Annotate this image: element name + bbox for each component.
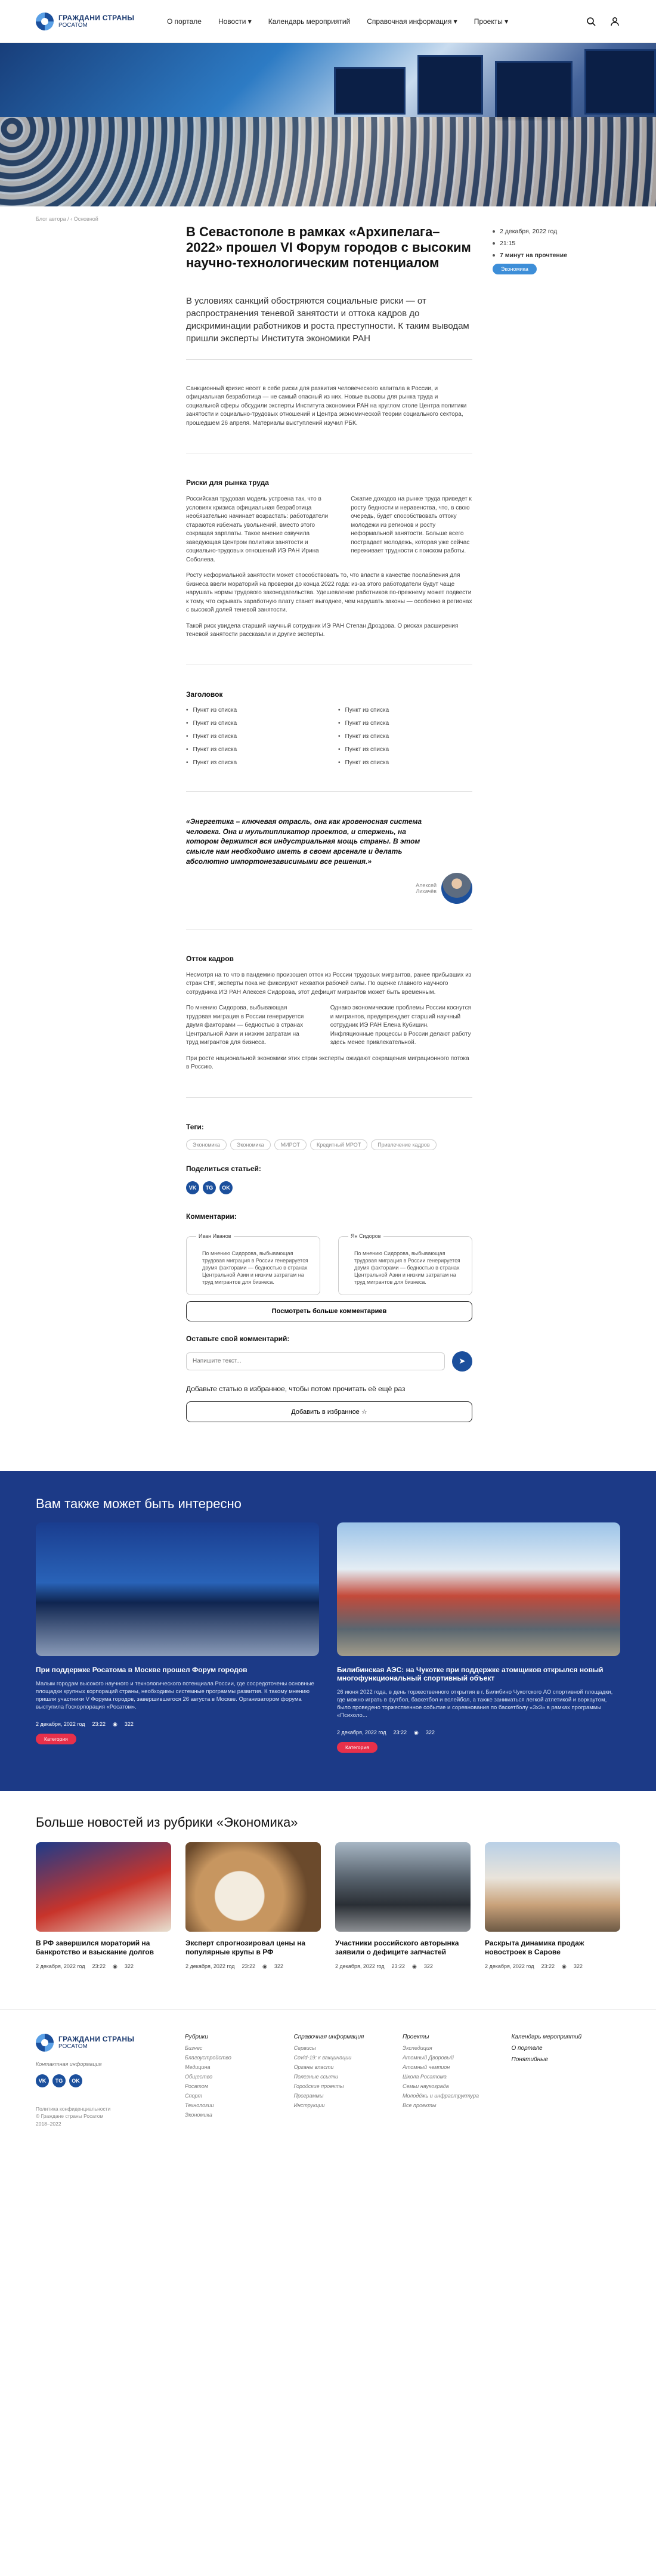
news-card[interactable] xyxy=(185,1842,321,1976)
send-icon[interactable]: ➤ xyxy=(452,1351,472,1372)
eye-icon: ◉ xyxy=(113,1963,117,1969)
news-date: 2 декабря, 2022 год xyxy=(337,1729,386,1736)
vk-icon[interactable]: VK xyxy=(186,1181,199,1194)
news-title: Участники российского авторынка заявили о дефиците запчастей xyxy=(335,1938,459,1957)
news-time: 23:22 xyxy=(393,1729,407,1736)
news-date: 2 декабря, 2022 год xyxy=(36,1721,85,1728)
telegram-icon[interactable]: TG xyxy=(52,2074,66,2087)
news-image xyxy=(485,1842,620,1932)
news-views: 322 xyxy=(423,1963,433,1970)
list-item: • Пункт из списка xyxy=(338,720,472,727)
footer-link[interactable]: Экспедиция xyxy=(403,2044,432,2051)
article-title: В Севастополе в рамках «Архипелага–2022» прошел VI Форум городов с высоким научно-технологическим потенциалом xyxy=(186,224,471,270)
footer-link[interactable]: Общество xyxy=(185,2073,213,2080)
news-card[interactable] xyxy=(36,1842,171,1976)
article-date: 2 декабря, 2022 год xyxy=(500,228,558,235)
footer-link[interactable]: Программы xyxy=(293,2092,324,2099)
bullet-list xyxy=(186,707,472,766)
tag[interactable]: Кредитный МРОТ xyxy=(310,1139,367,1150)
news-title: Эксперт спрогнозировал цены на популярные крупы в РФ xyxy=(185,1938,306,1957)
list-item: • Пункт из списка xyxy=(338,759,472,766)
favorites-label: Добавьте статью в избранное, чтобы потом прочитать её ещё раз xyxy=(186,1384,406,1393)
related-section xyxy=(0,1471,656,1791)
paragraph: При росте национальной экономики этих стран эксперты ожидают сокращения миграционного потока в Россию. xyxy=(186,1055,469,1071)
footer-link[interactable]: Семьи наукограда xyxy=(403,2083,449,2089)
footer-logo[interactable] xyxy=(36,2034,155,2052)
footer-link[interactable]: Органы власти xyxy=(293,2064,334,2070)
news-title: В РФ завершился мораторий на банкротство и взыскание долгов xyxy=(36,1938,154,1957)
nav-reference[interactable]: Справочная информация ▾ xyxy=(367,17,457,26)
footer-link[interactable]: Технологии xyxy=(185,2102,214,2108)
news-card[interactable] xyxy=(485,1842,620,1976)
footer-link[interactable]: Сервисы xyxy=(293,2044,316,2051)
quote-author: Алексей Лихачёв xyxy=(416,882,437,894)
footer-link[interactable]: Молодёжь и инфраструктура xyxy=(403,2092,479,2099)
site-header xyxy=(0,0,656,43)
footer-link[interactable]: О портале xyxy=(511,2044,543,2052)
list-item: • Пункт из списка xyxy=(338,733,472,740)
footer-link[interactable]: Городские проекты xyxy=(293,2083,344,2089)
hero-image xyxy=(0,43,656,206)
list-item: • Пункт из списка xyxy=(186,707,320,714)
rosatom-logo-icon xyxy=(36,13,54,30)
tags-label: Теги: xyxy=(186,1122,204,1131)
article-lead: В условиях санкций обостряются социальные риски — от распространения теневой занятости и оттока кадров до дискриминации работников и роста преступности. К таким выводам пришли эксперты Института экономики РАН xyxy=(186,295,472,360)
footer-link[interactable]: Медицина xyxy=(185,2064,211,2070)
tag[interactable]: Привлечение кадров xyxy=(371,1139,436,1150)
more-comments-button[interactable]: Посмотреть больше комментариев xyxy=(186,1301,472,1321)
article-intro: Санкционный кризис несет в себе риски для развития человеческого капитала в России, и официальная безработица — не самый опасный из них. Новые вызовы для рынка труда и социальной сферы обсудили эксперты Института экономики РАН на круглом столе Центра политики занятости и социально-трудовых отношений и Центра экономической теории социального сектора, прошедшем 26 апреля. Материалы выступлений изучил РБК. xyxy=(186,385,467,427)
footer-link[interactable]: Спорт xyxy=(185,2092,202,2099)
logo-subtitle: РОСАТОМ xyxy=(58,22,88,29)
comment-input[interactable] xyxy=(186,1352,445,1370)
footer-link[interactable]: Все проекты xyxy=(403,2102,437,2108)
article-time: 21:15 xyxy=(500,240,516,247)
comment-author: Иван Иванов xyxy=(196,1233,234,1239)
share-label: Поделиться статьей: xyxy=(186,1164,261,1173)
footer-link[interactable]: Экономика xyxy=(185,2111,212,2118)
ok-icon[interactable]: OK xyxy=(69,2074,82,2087)
eye-icon: ◉ xyxy=(562,1963,567,1969)
news-image xyxy=(337,1522,620,1656)
contact-link[interactable]: Контактная информация xyxy=(36,2061,102,2067)
related-title: Вам также может быть интересно xyxy=(36,1496,242,1511)
news-time: 23:22 xyxy=(541,1963,555,1970)
list-title: Заголовок xyxy=(186,690,223,699)
user-icon[interactable] xyxy=(609,16,620,27)
news-card[interactable] xyxy=(337,1522,620,1753)
telegram-icon[interactable]: TG xyxy=(203,1181,216,1194)
section-title: Отток кадров xyxy=(186,954,234,963)
paragraph: Росту неформальной занятости может способствовать то, что власти в качестве послабления для бизнеса ввели мораторий на проверки до конца 2022 года: из-за этого работодатели будут чаще нарушать нормы трудового законодательства. Удешевление работников по-прежнему может подвести к тому, что скрывать заработную плату станет выгоднее, чем нарушать законы — особенно в регионах с высокой долей теневой занятости. xyxy=(186,572,472,614)
footer-link[interactable]: Благоустройство xyxy=(185,2054,231,2061)
footer-link[interactable]: Понятийные xyxy=(511,2056,549,2063)
paragraph: Несмотря на то что в пандемию произошел отток из России трудовых мигрантов, ранее прибывших из стран СНГ, эксперты пока не фиксируют нехватки рабочей силы. По оценке главного научного сотрудника ИЭ РАН Алексея Сидорова, этот дефицит мигрантов может быть временным. xyxy=(186,971,472,996)
logo-title: ГРАЖДАНИ СТРАНЫ xyxy=(58,2035,135,2044)
footer-link[interactable]: Атомный чемпион xyxy=(403,2064,450,2070)
footer-col xyxy=(512,2034,621,2127)
footer-col xyxy=(403,2034,512,2127)
list-item: • Пункт из списка xyxy=(186,720,320,727)
site-logo[interactable] xyxy=(36,13,155,30)
article-meta xyxy=(493,228,588,279)
eye-icon: ◉ xyxy=(414,1729,419,1735)
footer-legal: Политика конфиденциальности © Граждане страны Росатом 2018–2022 xyxy=(36,2105,111,2127)
footer-link[interactable]: Бизнес xyxy=(185,2044,203,2051)
news-title: Билибинская АЭС: на Чукотке при поддержке атомщиков открылся новый многофункциональный спортивный объект xyxy=(337,1665,604,1682)
eye-icon: ◉ xyxy=(262,1963,267,1969)
tag[interactable]: Экономика xyxy=(186,1139,227,1150)
main-nav xyxy=(167,17,586,26)
news-time: 23:22 xyxy=(391,1963,406,1970)
news-views: 322 xyxy=(425,1729,435,1736)
footer-col xyxy=(185,2034,294,2127)
comment-author: Ян Сидоров xyxy=(348,1233,383,1239)
footer-link[interactable]: Covid-19: к вакцинации xyxy=(293,2054,352,2061)
news-image xyxy=(185,1842,321,1932)
news-date: 2 декабря, 2022 год xyxy=(335,1963,385,1970)
news-time: 23:22 xyxy=(242,1963,256,1970)
list-item: • Пункт из списка xyxy=(338,707,472,714)
ok-icon[interactable]: OK xyxy=(219,1181,233,1194)
news-views: 322 xyxy=(573,1963,583,1970)
tag[interactable]: МИРОТ xyxy=(274,1139,307,1150)
news-title: При поддержке Росатома в Москве прошел Форум городов xyxy=(36,1665,247,1674)
nav-news[interactable]: Новости ▾ xyxy=(218,17,252,26)
paragraph: Российская трудовая модель устроена так, что в условиях кризиса официальная безработица необязательно начинает возрастать: работодатели стараются избежать увольнений, вместо этого сокращая зарплаты. Такое мнение озвучила заведующая Центром политики занятости и социально-трудовых отношений ИЭ РАН Ирина Соболева. xyxy=(186,496,329,563)
footer-link[interactable]: Полезные ссылки xyxy=(293,2073,339,2080)
footer-col-title: Проекты xyxy=(403,2033,429,2040)
news-date: 2 декабря, 2022 год xyxy=(36,1963,85,1970)
footer-link[interactable]: Росатом xyxy=(185,2083,208,2089)
footer-col-title[interactable]: Календарь мероприятий xyxy=(511,2033,582,2040)
news-card[interactable] xyxy=(36,1522,319,1753)
comment-card xyxy=(338,1233,472,1295)
comment-text: По мнению Сидорова, выбывающая трудовая миграция в России генерируется двумя факторами — бедностью в странах Центральной Азии и низким затратам на труд мигрантов для бизнеса. xyxy=(202,1250,308,1286)
list-item: • Пункт из списка xyxy=(338,746,472,753)
paragraph: Такой риск увидела старший научный сотрудник ИЭ РАН Степан Дроздова. О рисках расширения теневой занятости рассказали и другие эксперты. xyxy=(186,622,459,638)
news-date: 2 декабря, 2022 год xyxy=(485,1963,534,1970)
news-desc: Малым городам высокого научного и технологического потенциала России, где сосредоточены основные площадки крупных корпораций страны, необходимы системные программы развития. К такому мнению пришли участники V Форума городов, завершившегося 26 августа в Москве. Организатором форума выступила Госкорпорация «Росатом». xyxy=(36,1680,314,1711)
nav-calendar[interactable]: Календарь мероприятий xyxy=(268,17,351,26)
news-card[interactable] xyxy=(335,1842,471,1976)
nav-about[interactable]: О портале xyxy=(167,17,202,26)
news-date: 2 декабря, 2022 год xyxy=(185,1963,235,1970)
news-title: Раскрыта динамика продаж новостроек в Сарове xyxy=(485,1938,584,1957)
list-item: • Пункт из списка xyxy=(186,733,320,740)
paragraph: Однако экономические проблемы России коснутся и мигрантов, предупреждает старший научный сотрудник ИЭ РАН Елена Кубишин. Инфляционные процессы в России делают работу здесь менее привлекательной. xyxy=(330,1005,472,1046)
list-item: • Пункт из списка xyxy=(186,759,320,766)
add-favorite-button[interactable]: Добавить в избранное ☆ xyxy=(186,1401,472,1422)
rosatom-logo-icon xyxy=(36,2034,54,2052)
footer-link[interactable]: Инструкции xyxy=(293,2102,325,2108)
category-badge[interactable]: Категория xyxy=(36,1734,76,1744)
footer-link[interactable]: Школа Росатома xyxy=(403,2073,447,2080)
leave-comment-label: Оставьте свой комментарий: xyxy=(186,1334,290,1343)
pull-quote: «Энергетика – ключевая отрасль, она как кровеносная система человека. Она и мультипликатор проектов, и стержень, на котором держится вся индустриальная мощь страны. В этом смысле нам необходимо иметь в своем арсенале и делать абсолютно импортонезависимыми все решения.» xyxy=(186,817,422,866)
tag[interactable]: Экономика xyxy=(230,1139,271,1150)
footer-col-title: Рубрики xyxy=(185,2033,208,2040)
eye-icon: ◉ xyxy=(113,1721,117,1727)
news-image xyxy=(335,1842,471,1932)
news-desc: 26 июня 2022 года, в день торжественного открытия в г. Билибино Чукотского АО спортивной площадки, где можно играть в футбол, баскетбол и волейбол, а также заниматься легкой атлетикой и воркаутом, было проведено торжественное событие и соревнования по баскетболу «3х3» в рамках программы «Психоло... xyxy=(337,1688,613,1719)
news-image xyxy=(36,1842,171,1932)
article xyxy=(186,206,472,1422)
nav-projects[interactable]: Проекты ▾ xyxy=(474,17,509,26)
footer-col xyxy=(294,2034,403,2127)
logo-title: ГРАЖДАНИ СТРАНЫ xyxy=(58,14,135,22)
breadcrumb[interactable]: Блог автора / ‹ Основной xyxy=(36,216,98,222)
news-views: 322 xyxy=(124,1721,134,1728)
vk-icon[interactable]: VK xyxy=(36,2074,49,2087)
section-title: Риски для рынка труда xyxy=(186,478,269,487)
news-time: 23:22 xyxy=(92,1721,106,1728)
comment-card xyxy=(186,1233,320,1295)
footer-link[interactable]: Атомный Дворовый xyxy=(403,2054,454,2061)
site-footer xyxy=(0,2009,656,2145)
news-time: 23:22 xyxy=(92,1963,106,1970)
logo-subtitle: РОСАТОМ xyxy=(58,2043,88,2050)
avatar xyxy=(441,873,472,904)
news-image xyxy=(36,1522,319,1656)
news-views: 322 xyxy=(124,1963,134,1970)
news-views: 322 xyxy=(274,1963,283,1970)
category-badge[interactable]: Экономика xyxy=(493,264,537,274)
more-news-section xyxy=(0,1791,656,2009)
paragraph: Сжатие доходов на рынке труда приведет к росту бедности и неравенства, что, в свою очередь, будет способствовать оттоку молодежи из регионов и росту неформальной занятости. Больше всего пострадает молодежь, которая уже сейчас переживает трудности с поиском работы. xyxy=(351,496,472,555)
footer-col-title: Справочная информация xyxy=(293,2033,364,2040)
comments-label: Комментарии: xyxy=(186,1212,237,1221)
category-badge[interactable]: Категория xyxy=(337,1742,377,1753)
more-news-title: Больше новостей из рубрики «Экономика» xyxy=(36,1814,298,1830)
eye-icon: ◉ xyxy=(412,1963,417,1969)
comment-text: По мнению Сидорова, выбывающая трудовая миграция в России генерируется двумя факторами — бедностью в странах Центральной Азии и низким затратам на труд мигрантов для бизнеса. xyxy=(354,1250,460,1286)
search-icon[interactable] xyxy=(586,16,596,27)
paragraph: По мнению Сидорова, выбывающая трудовая миграция в России генерируется двумя факторами — бедностью в странах Центральной Азии и низким затратам на труд мигрантов для бизнеса. xyxy=(186,1005,304,1046)
list-item: • Пункт из списка xyxy=(186,746,320,753)
read-time: 7 минут на прочтение xyxy=(500,252,568,259)
